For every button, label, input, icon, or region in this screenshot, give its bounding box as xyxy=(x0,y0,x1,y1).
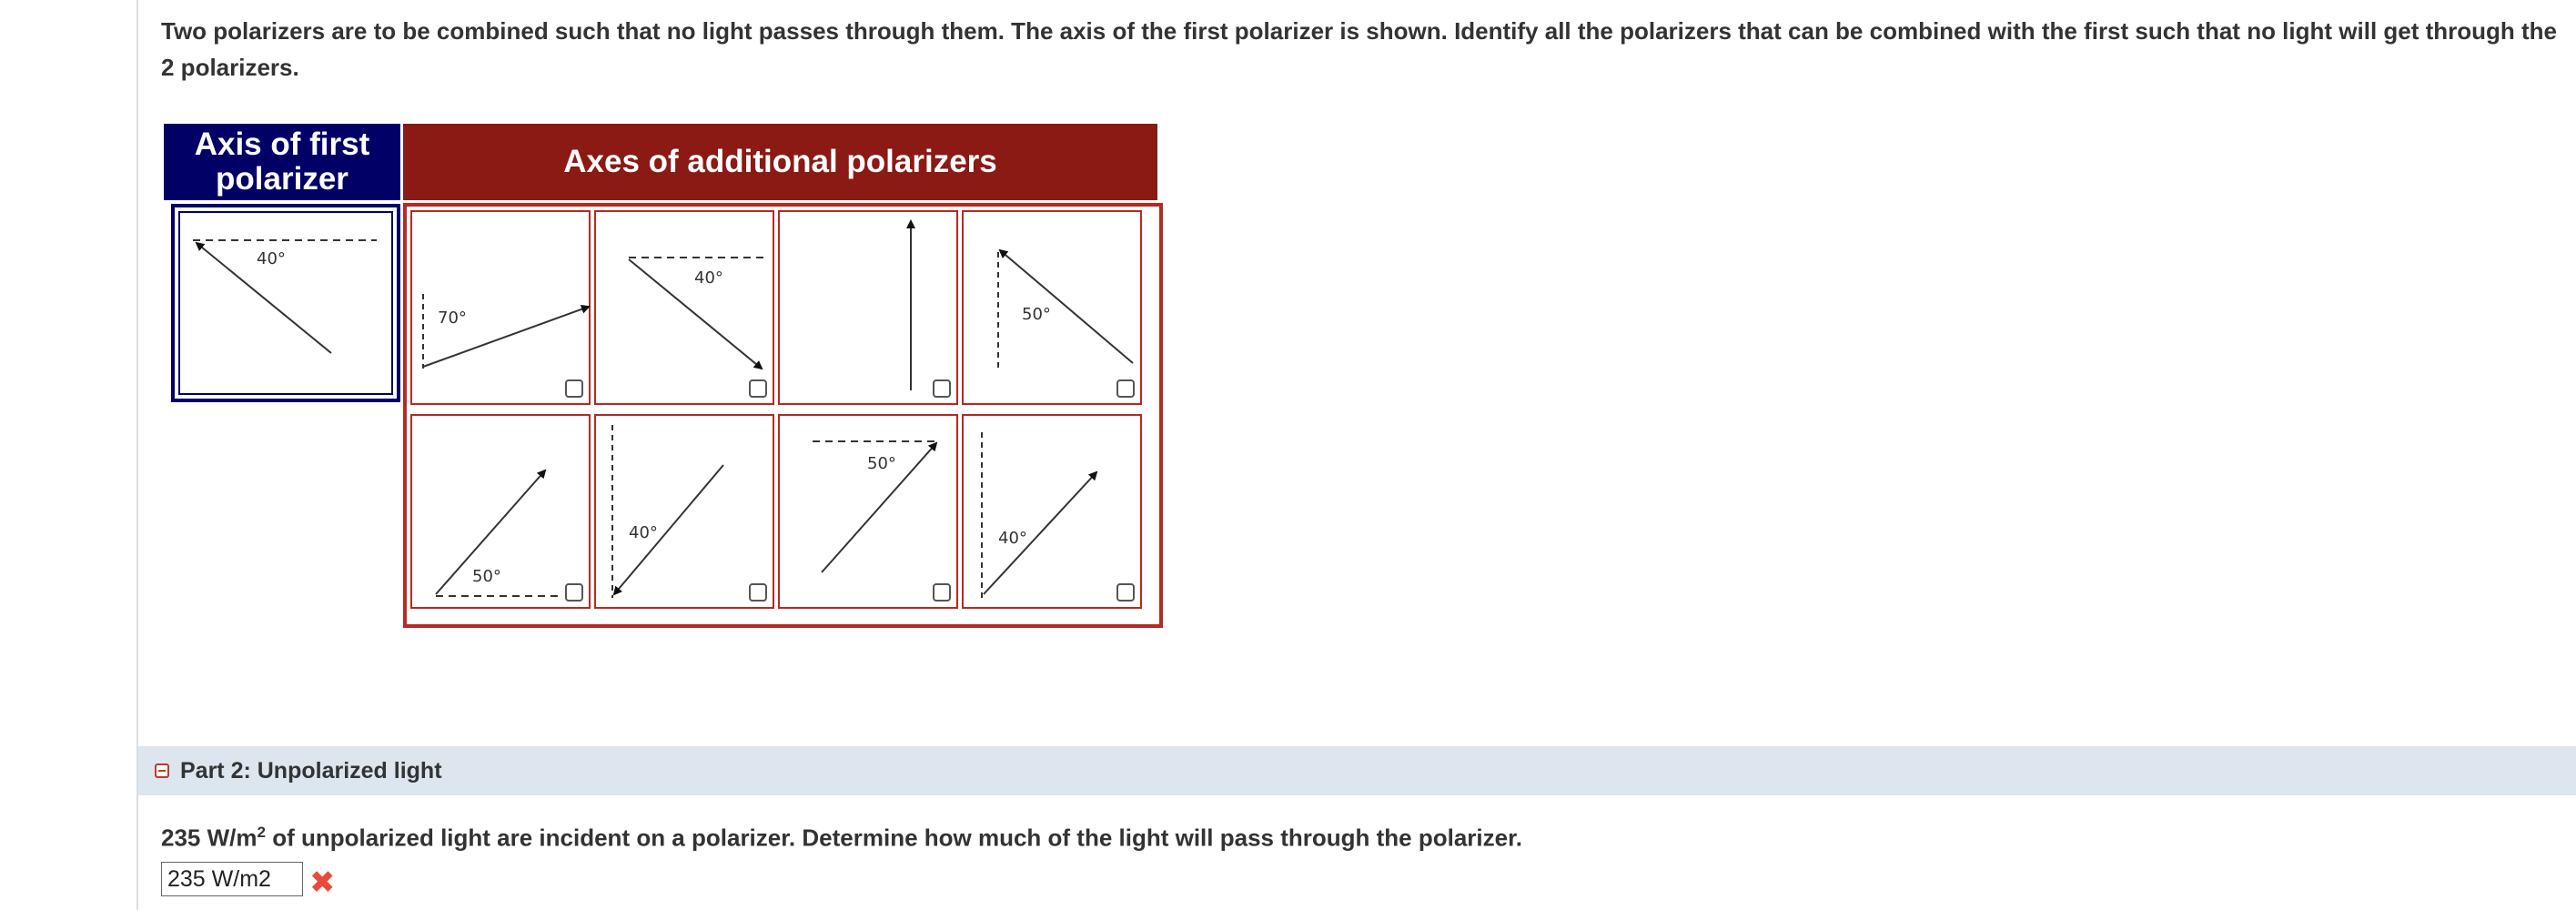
polarizer-option-5[interactable] xyxy=(410,414,591,609)
first-polarizer-axis-icon xyxy=(175,207,397,399)
options-grid xyxy=(403,203,1163,628)
option-6-checkbox[interactable] xyxy=(749,583,767,602)
option-4-checkbox[interactable] xyxy=(1116,379,1135,398)
polarizer-axis-icon xyxy=(964,212,1144,407)
polarizer-axis-icon xyxy=(780,416,960,611)
option-5-checkbox[interactable] xyxy=(565,583,583,602)
first-polarizer-diagram xyxy=(171,204,400,402)
polarizer-option-2[interactable] xyxy=(594,210,774,405)
polarizer-option-3[interactable] xyxy=(778,210,958,405)
collapse-icon[interactable] xyxy=(155,763,169,778)
part2-header[interactable] xyxy=(138,746,2576,795)
polarizer-axis-icon xyxy=(412,416,592,611)
part2-question xyxy=(161,824,1522,853)
option-2-checkbox[interactable] xyxy=(749,379,767,398)
polarizer-option-1[interactable] xyxy=(410,210,591,405)
q2-value: 235 W/m xyxy=(161,824,258,852)
polarizer-axis-icon xyxy=(780,212,960,407)
polarizer-option-8[interactable] xyxy=(962,414,1142,609)
polarizer-axis-icon xyxy=(596,212,776,407)
polarizer-axis-icon xyxy=(596,416,776,611)
q2-exponent: 2 xyxy=(257,824,266,841)
part1-question: Two polarizers are to be combined such that no light passes through them. The axis of the first polarizer is shown. Identify all the polarizers that can be combined with the first such that no light will get through the 2 polarizers. xyxy=(161,17,2558,81)
wrong-x-icon: ✖ xyxy=(309,865,336,900)
option-1-checkbox[interactable] xyxy=(565,379,583,398)
part2-title: Part 2: Unpolarized light xyxy=(180,757,442,784)
angle-label: 50° xyxy=(867,454,896,473)
option-8-checkbox[interactable] xyxy=(1116,583,1135,602)
angle-label: 40° xyxy=(694,268,723,288)
angle-label: 70° xyxy=(438,308,467,328)
angle-label: 40° xyxy=(629,523,658,542)
first-angle-label: 40° xyxy=(257,249,286,268)
angle-label: 40° xyxy=(998,529,1027,548)
polarizer-option-4[interactable] xyxy=(962,210,1142,405)
option-3-checkbox[interactable] xyxy=(933,379,951,398)
header-first-polarizer: Axis of first polarizer xyxy=(164,124,400,200)
answer-input[interactable] xyxy=(161,862,303,896)
polarizer-axis-icon xyxy=(964,416,1144,611)
q2-text: of unpolarized light are incident on a polarizer. Determine how much of the light will pass through the polarizer. xyxy=(265,824,1523,852)
polarizer-axis-icon xyxy=(412,212,592,407)
polarizer-option-6[interactable] xyxy=(594,414,774,609)
polarizer-option-7[interactable] xyxy=(778,414,958,609)
header-additional-polarizers: Axes of additional polarizers xyxy=(403,124,1157,200)
angle-label: 50° xyxy=(472,567,501,586)
angle-label: 50° xyxy=(1022,305,1051,324)
option-7-checkbox[interactable] xyxy=(933,583,951,602)
